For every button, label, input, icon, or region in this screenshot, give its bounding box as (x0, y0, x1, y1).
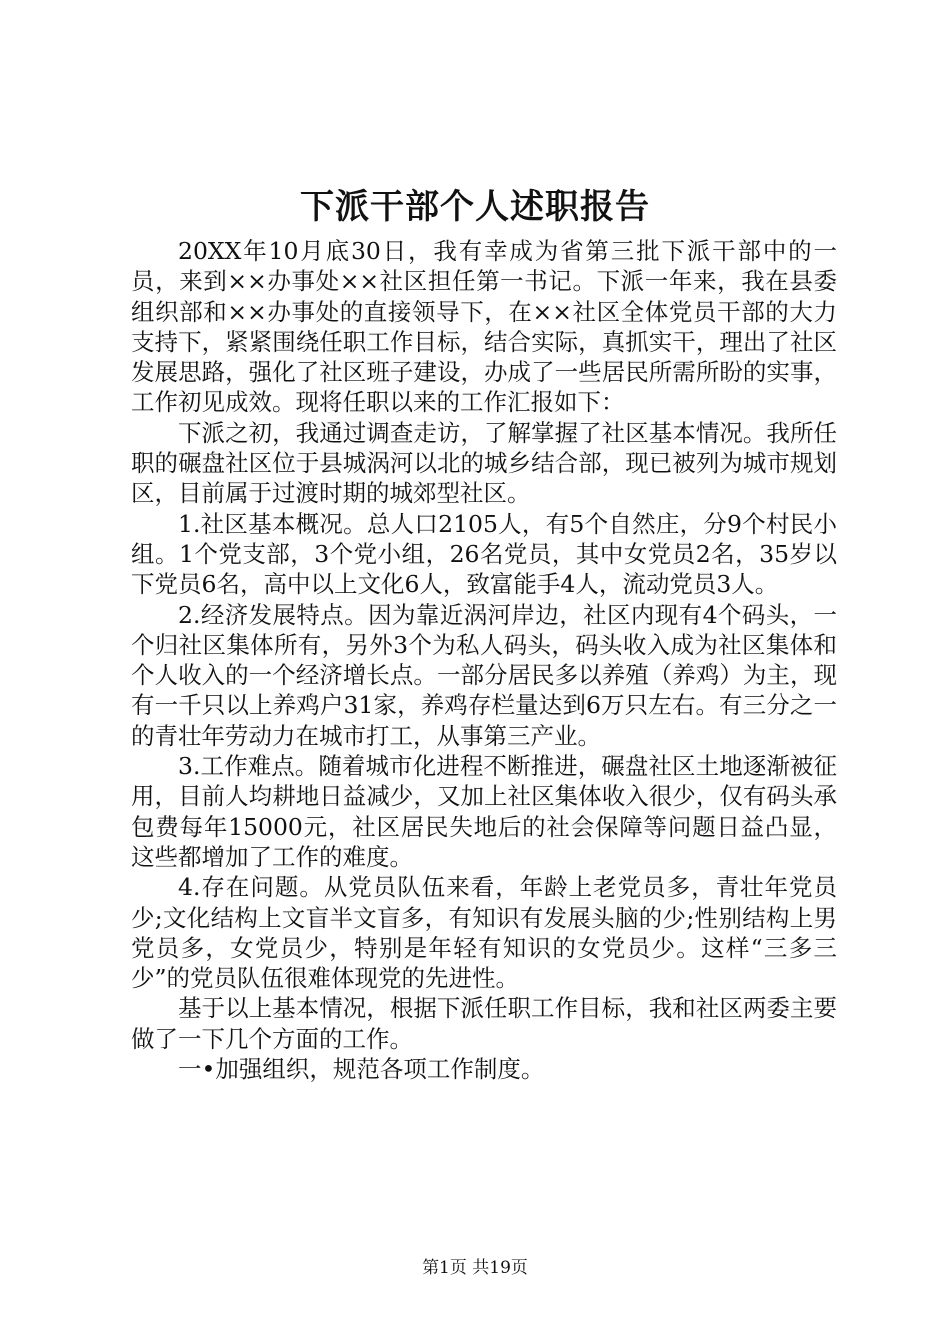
page-number-footer: 第1页 共19页 (422, 1258, 528, 1278)
paragraph-difficulties: 3.工作难点。随着城市化进程不断推进，碾盘社区土地逐渐被征用，目前人均耕地日益减少，又加上社区集体收入很少，仅有码头承包费每年15000元，社区居民失地后的社会保障等问题日益凸显，这些都增加了工作的难度。 (131, 752, 837, 871)
paragraph-overview: 1.社区基本概况。总人口2105人，有5个自然庄，分9个村民小组。1个党支部，3个党小组，26名党员，其中女党员2名，35岁以下党员6名，高中以上文化6人，致富能手4人，流动党员3人。 (131, 509, 837, 599)
paragraph-problems: 4.存在问题。从党员队伍来看，年龄上老党员多，青壮年党员少;文化结构上文盲半文盲多，有知识有发展头脑的少;性别结构上男党员多，女党员少，特别是年轻有知识的女党员少。这样“三多三少”的党员队伍很难体现党的先进性。 (131, 873, 837, 993)
document-body (131, 236, 837, 1084)
paragraph-work-summary: 基于以上基本情况，根据下派任职工作目标，我和社区两委主要做了一下几个方面的工作。 (131, 994, 837, 1053)
paragraph-situation: 下派之初，我通过调查走访，了解掌握了社区基本情况。我所任职的碾盘社区位于县城涡河以北的城乡结合部，现已被列为城市规划区，目前属于过渡时期的城郊型社区。 (131, 418, 837, 508)
paragraph-intro: 20XX年10月底30日，我有幸成为省第三批下派干部中的一员，来到××办事处××社区担任第一书记。下派一年来，我在县委组织部和××办事处的直接领导下，在××社区全体党员干部的大力支持下，紧紧围绕任职工作目标，结合实际，真抓实干，理出了社区发展思路，强化了社区班子建设，办成了一些居民所需所盼的实事，工作初见成效。现将任职以来的工作汇报如下： (131, 237, 837, 417)
paragraph-economy: 2.经济发展特点。因为靠近涡河岸边，社区内现有4个码头，一个归社区集体所有，另外3个为私人码头，码头收入成为社区集体和个人收入的一个经济增长点。一部分居民多以养殖（养鸡）为主，现有一千只以上养鸡户31家，养鸡存栏量达到6万只左右。有三分之一的青壮年劳动力在城市打工，从事第三产业。 (131, 600, 837, 750)
paragraph-section-heading: 一•加强组织，规范各项工作制度。 (178, 1055, 545, 1084)
document-title: 下派干部个人述职报告 (300, 187, 650, 227)
